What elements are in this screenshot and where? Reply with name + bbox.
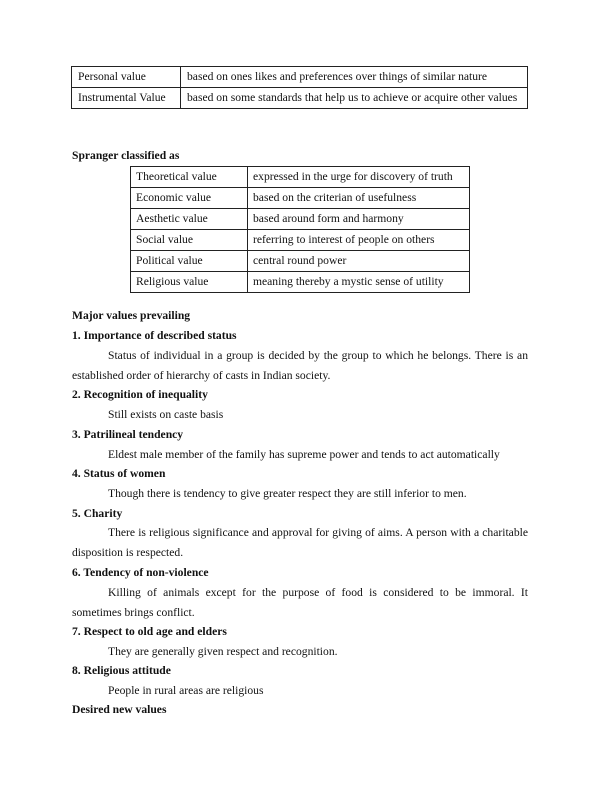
section-heading-importance-of-status: 1. Importance of described status — [72, 329, 237, 342]
section-heading-charity: 5. Charity — [72, 507, 123, 520]
section-body-religious-attitude: People in rural areas are religious — [108, 684, 264, 697]
spranger-table — [130, 166, 470, 293]
section-heading-religious-attitude: 8. Religious attitude — [72, 664, 171, 677]
section-heading-status-of-women: 4. Status of women — [72, 467, 166, 480]
value-term-cell: Political value — [131, 251, 248, 272]
table-row — [131, 188, 470, 209]
section-body-non-violence: Killing of animals except for the purpose of food is considered to be immoral. It sometimes brings conflict. — [72, 586, 528, 619]
table-row — [72, 67, 528, 88]
value-description-cell: meaning thereby a mystic sense of utility — [248, 272, 470, 293]
value-term-cell: Instrumental Value — [72, 88, 181, 109]
table-row — [131, 272, 470, 293]
spranger-heading: Spranger classified as — [72, 149, 180, 162]
value-term-cell: Aesthetic value — [131, 209, 248, 230]
value-description-cell: central round power — [248, 251, 470, 272]
value-description-cell: based on some standards that help us to achieve or acquire other values — [181, 88, 528, 109]
value-description-cell: expressed in the urge for discovery of truth — [248, 167, 470, 188]
table-row — [131, 209, 470, 230]
section-heading-respect-to-elders: 7. Respect to old age and elders — [72, 625, 227, 638]
section-body-charity: There is religious significance and approval for giving of aims. A person with a charitable disposition is respected. — [72, 526, 528, 559]
value-term-cell: Personal value — [72, 67, 181, 88]
table-row — [131, 230, 470, 251]
section-body-respect-to-elders: They are generally given respect and recognition. — [108, 645, 338, 658]
section-body-recognition-of-inequality: Still exists on caste basis — [108, 408, 224, 421]
value-description-cell: referring to interest of people on others — [248, 230, 470, 251]
section-body-importance-of-status: Status of individual in a group is decided by the group to which he belongs. There is an established order of hierarchy of casts in Indian society. — [72, 349, 528, 382]
value-term-cell: Economic value — [131, 188, 248, 209]
value-term-cell: Religious value — [131, 272, 248, 293]
table-row — [72, 88, 528, 109]
section-heading-non-violence: 6. Tendency of non-violence — [72, 566, 209, 579]
section-body-status-of-women: Though there is tendency to give greater respect they are still inferior to men. — [108, 487, 467, 500]
section-heading-recognition-of-inequality: 2. Recognition of inequality — [72, 388, 208, 401]
desired-values-heading: Desired new values — [72, 703, 167, 716]
value-term-cell: Theoretical value — [131, 167, 248, 188]
value-term-cell: Social value — [131, 230, 248, 251]
section-heading-patrilineal-tendency: 3. Patrilineal tendency — [72, 428, 184, 441]
section-body-patrilineal-tendency: Eldest male member of the family has supreme power and tends to act automatically — [108, 448, 500, 461]
table-row — [131, 167, 470, 188]
value-description-cell: based around form and harmony — [248, 209, 470, 230]
values-table — [71, 66, 528, 109]
table-row — [131, 251, 470, 272]
value-description-cell: based on the criterian of usefulness — [248, 188, 470, 209]
value-description-cell: based on ones likes and preferences over things of similar nature — [181, 67, 528, 88]
major-values-heading: Major values prevailing — [72, 309, 191, 322]
